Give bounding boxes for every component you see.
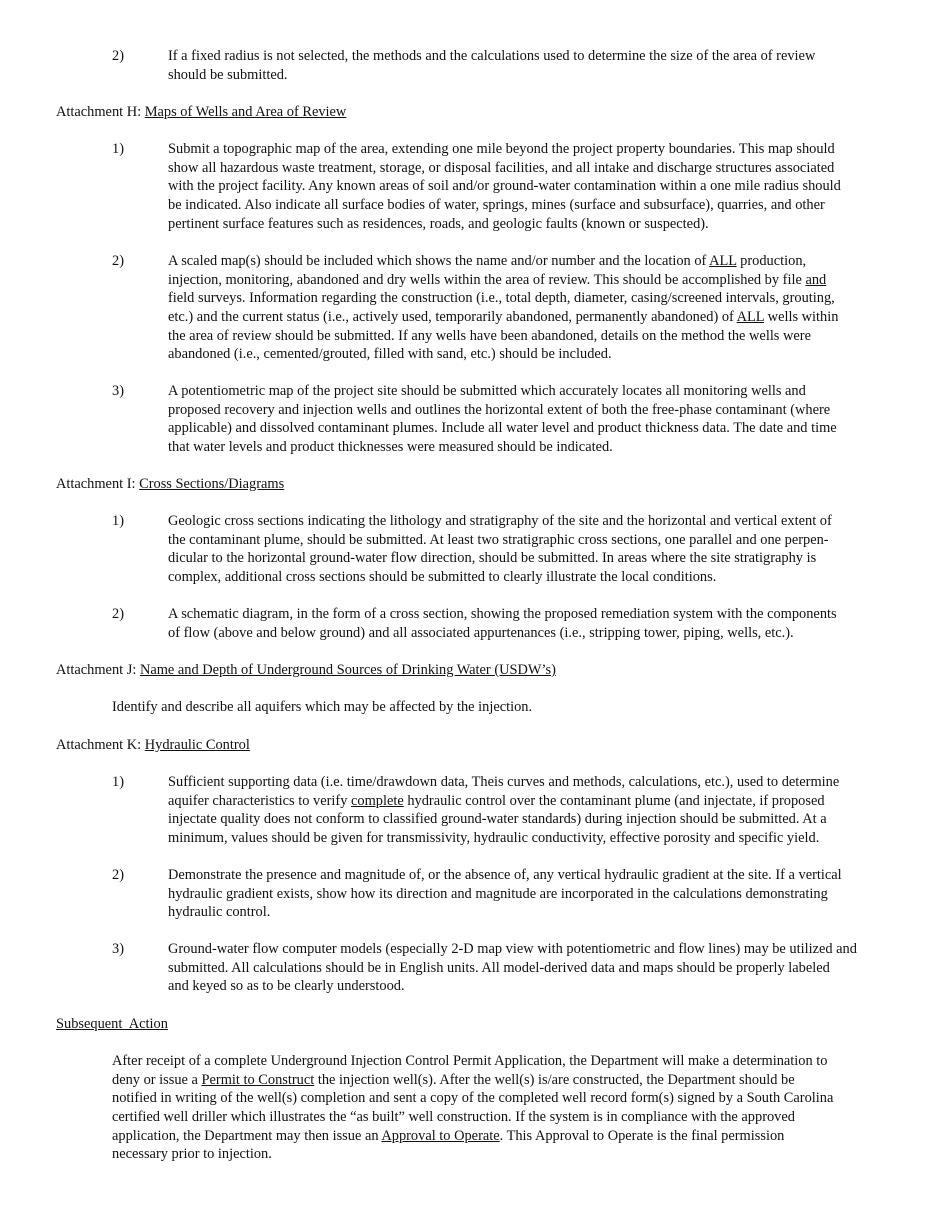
attachment-j-text: Identify and describe all aquifers which may be affected by the injection.	[112, 699, 533, 715]
item-number: 2)	[112, 48, 124, 64]
attachment-j-heading: Attachment J: Name and Depth of Underground Sources of Drinking Water (USDW’s)	[56, 662, 556, 678]
attachment-k-heading: Attachment K: Hydraulic Control	[56, 737, 250, 753]
attachment-i-heading: Attachment I: Cross Sections/Diagrams	[56, 476, 285, 492]
attachment-h-heading: Attachment H: Maps of Wells and Area of Review	[56, 104, 347, 120]
item-text: If a fixed radius is not selected, the methods and the calculations used to determine the size of the area of review should be submitted.	[168, 48, 816, 83]
document-page: 2) If a fixed radius is not selected, the methods and the calculations used to determine the size of the area of review should be submitted. Attachment H: Maps of Wells and Area of Review 1) Submit a topographic map of the area, extending one mile beyond the project property boundaries. This map should show all hazardous waste treatment, storage, or disposal facilities, and all intake and discharge structures associated with the project facility. Any known areas of soil and/or ground-water contamination within a one mile radius should be indicated. Also indicate all surface bodies of water, springs, mines (surface and subsurface), quarries, and other pertinent surface features such as residences, roads, and geologic faults (known or suspected). 2) A scaled map(s) should be included which shows the name and/or number and the location of ALL production, injection, monitoring, abandoned and dry wells within the area of review. This should be accomplished by file and field surveys. Information regarding the construction (i.e., total depth, diameter, casing/screened intervals, grouting, etc.) and the current status (i.e., actively used, temporarily abandoned, permanently abandoned) of ALL wells within the area of review should be submitted. If any wells have been abandoned, details on the method the wells were abandoned (i.e., cemented/grouted, filled with sand, etc.) should be included. 3) A potentiometric map of the project site should be submitted which accurately locates all monitoring wells and proposed recovery and injection wells and outlines the horizontal extent of both the free-phase contaminant (where applicable) and dissolved contaminant plumes. Include all water level and product thickness data. The date and time that water levels and product thicknesses were measured should be indicated. Attachment I: Cross Sections/Diagrams 1) Geologic cross sections indicating the lithology and stratigraphy of the site and the horizontal and vertical extent of the contaminant plume, should be submitted. At least two stratigraphic cross sections, one parallel and one perpen- dicular to the horizontal ground-water flow direction, should be submitted. In areas where the site stratigraphy is complex, additional cross sections should be submitted to clearly illustrate the local conditions. 2) A schematic diagram, in the form of a cross section, showing the proposed remediation system with the components of flow (above and below ground) and all associated appurtenances (i.e., stripping tower, piping, wells, etc.). Attachment J: Name and Depth of Underground Sources of Drinking Water (USDW’s) Identify and describe all aquifers which may be affected by the injection. Attachment K: Hydraulic Control 1) Sufficient supporting data (i.e. time/drawdown data, Theis curves and methods, calculations, etc.), used to determine aquifer characteristics to verify complete hydraulic control over the contaminant plume (and injectate, if proposed injectate quality does not conform to classified ground-water standards) during injection should be submitted. At a minimum, values should be given for transmissivity, hydraulic conductivity, effective porosity and specific yield. 2) Demonstrate the presence and magnitude of, or the absence of, any vertical hydraulic gradient at the site. If a vertical hydraulic gradient exists, show how its direction and magnitude are incorporated in the calculations demonstrating hydraulic control. 3) Ground-water flow computer models (especially 2-D map view with potentiometric and flow lines) may be utilized and submitted. All calculations should be in English units. All model-derived data and maps should be properly labeled and keyed so as to be clearly understood. Subsequent Action After receipt of a complete Underground Injection Control Permit Application, the Department will make a determination to deny or issue a Permit to Construct the injection well(s). After the well(s) is/are constructed, the Department should be notified in writing of the well(s) completion and sent a copy of the completed well record form(s) signed by a South Carolina certified well driller which illustrates the “as built” well construction. If the system is in compliance with the approved application, the Department may then issue an Approval to Operate. This Approval to Operate is the final permission necessary prior to injection.	[0, 0, 950, 1230]
subsequent-action-heading: Subsequent Action	[56, 1016, 168, 1032]
subsequent-action-text: After receipt of a complete Underground Injection Control Permit Application, the Department will make a determination to deny or issue a Permit to Construct the injection well(s). After the well(s) is/are constructed, the Department should be notified in writing of the well(s) completion and sent a copy of the completed well record form(s) signed by a South Carolina certified well driller which illustrates the “as built” well construction. If the system is in compliance with the approved application, the Department may then issue an Approval to Operate. This Approval to Operate is the final permission necessary prior to injection.	[112, 1053, 834, 1163]
